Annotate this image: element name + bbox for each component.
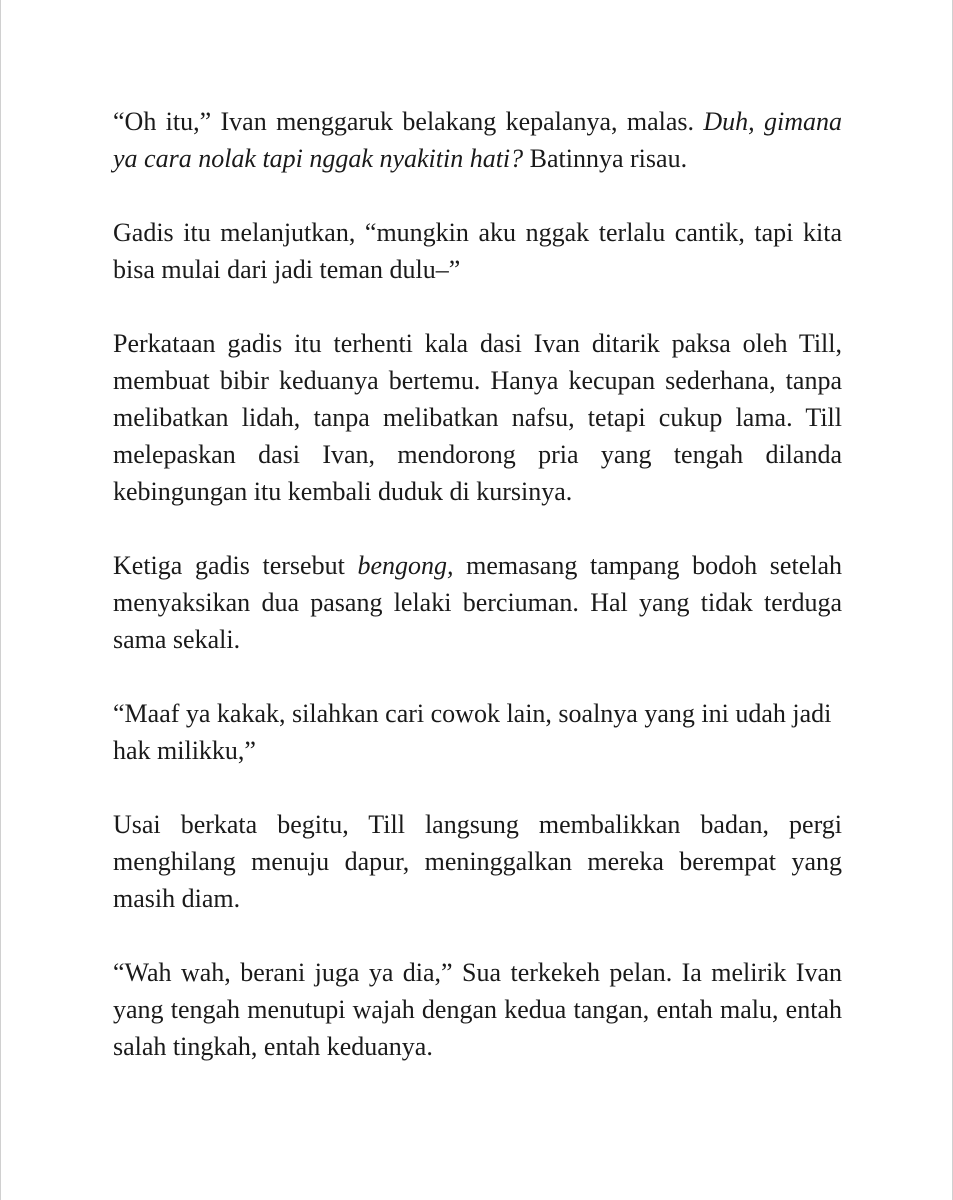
story-text (113, 103, 842, 1102)
paragraph-5: “Maaf ya kakak, silahkan cari cowok lain, soalnya yang ini udah jadi hak milikku,” (113, 699, 832, 765)
paragraph-4-text-1: Ketiga gadis tersebut (113, 551, 358, 580)
paragraph-4-text-2: memasang tampang bodoh setelah menyaksikan dua pasang lelaki berciuman. Hal yang tidak terduga sama sekali. (113, 551, 842, 654)
paragraph-6: Usai berkata begitu, Till langsung membalikkan badan, pergi menghilang menuju dapur, meninggalkan mereka berempat yang masih diam. (113, 810, 842, 913)
paragraph-1-italic-thought: Duh, gimana ya cara nolak tapi nggak nyakitin hati? (113, 107, 842, 173)
paragraph-1-text-2: Batinnya risau. (523, 144, 688, 173)
paragraph-3: Perkataan gadis itu terhenti kala dasi Ivan ditarik paksa oleh Till, membuat bibir keduanya bertemu. Hanya kecupan sederhana, tanpa melibatkan lidah, tanpa melibatkan nafsu, tetapi cukup lama. Till melepaskan dasi Ivan, mendorong pria yang tengah dilanda kebingungan itu kembali duduk di kursinya. (113, 329, 842, 506)
paragraph-4 (113, 547, 842, 658)
paragraph-4-italic-word: bengong, (357, 551, 454, 580)
paragraph-1 (113, 103, 842, 177)
paragraph-1-text-1: “Oh itu,” Ivan menggaruk belakang kepalanya, malas. (113, 107, 704, 136)
paragraph-7: “Wah wah, berani juga ya dia,” Sua terkekeh pelan. Ia melirik Ivan yang tengah menutupi wajah dengan kedua tangan, entah malu, entah salah tingkah, entah keduanya. (113, 958, 842, 1061)
paragraph-2: Gadis itu melanjutkan, “mungkin aku nggak terlalu cantik, tapi kita bisa mulai dari jadi teman dulu–” (113, 218, 842, 284)
